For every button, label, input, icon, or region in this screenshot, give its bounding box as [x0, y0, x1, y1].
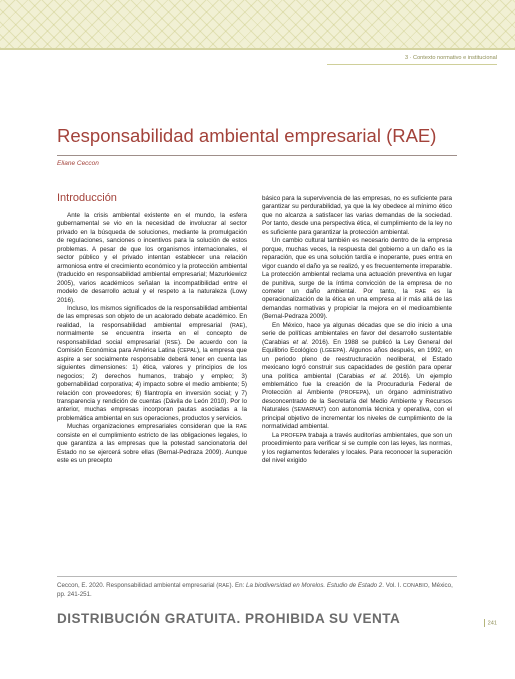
paragraph	[57, 212, 247, 305]
paragraph-text: trabaja a través auditorías ambientales, que son un procedimiento para verificar si se cumple con las leyes, las normas, y los reglamentos federales y locales. Para reconocer la superación del nivel exigido	[262, 431, 452, 465]
paragraph-text: básico para la supervivencia de las empresas, no es suficiente para garantizar su perdurabilidad, ya que la ley obedece al mínimo ético que no alcanza a satisfacer las varias demandas de la sociedad. Por tanto, desde una perspectiva ética, el cumplimiento de la ley no es suficiente para garantizar la protección ambiental.	[262, 195, 452, 236]
right-column	[262, 195, 452, 466]
italic-text: et al.	[369, 372, 388, 380]
left-column	[57, 212, 247, 466]
paragraph-text: ). De acuerdo con la Comisión Económica para América Latina (	[57, 338, 248, 355]
abbreviation: RAE	[218, 583, 230, 589]
paragraph-text: ), normalmente se encuentra inserta en el concepto de responsabilidad social empresarial (	[57, 321, 247, 346]
paragraph-text: ). Algunos años después, en 1992, en un periodo pleno de reestructuración neoliberal, el Estado mexicano logró construir sus capacidades de gestión para operar una política ambiental (Carabias	[262, 347, 452, 380]
section-heading: Introducción	[57, 192, 117, 204]
abbreviation: CONABIO	[402, 583, 429, 589]
paragraph	[57, 423, 247, 465]
paragraph-text: ), un órgano administrativo desconcentrado de la Secretaría del Medio Ambiente y Recursos Naturales (	[262, 389, 452, 414]
paragraph-text: ), la empresa que aspire a ser socialmente responsable deberá tener en cuenta las siguientes dimensiones: 1) ética, valores y principios de los negocios; 2) derechos humanos, trabajo y empleo; 3) gobernabilidad corporativa; 4) impacto sobre el medio ambiente; 5) relación con proveedores; 6) filantropía en inversión social; y 7) transparencia y rendición de cuentas (Dávila de León 2010). Por lo anterior, muchas empresas incorporan pautas asociadas a la problemática ambiental en sus operaciones, productos y servicios.	[57, 347, 247, 422]
paragraph	[57, 305, 247, 423]
author-name: Eliane Ceccon	[57, 160, 99, 167]
paragraph-text: Un cambio cultural también es necesario dentro de la empresa porque, muchas veces, la respuesta del gobierno a un daño es la reparación, que es una solución tardía e inoperante, pues entra en vigor cuando el daño ya se realizó, y es frecuentemente irreparable. La protección ambiental reclama una actuación preventiva en lugar de punitiva, surge de la íntima convicción de la empresa de no cometer un daño ambiental. Por tanto, la	[262, 237, 452, 295]
citation	[57, 582, 459, 599]
page-number-bar	[484, 619, 485, 627]
page-number	[484, 619, 497, 627]
paragraph	[262, 237, 452, 322]
running-header-rule	[327, 64, 497, 65]
paragraph	[262, 432, 452, 466]
paragraph-text: Muchas organizaciones empresariales consideran que la	[67, 423, 236, 431]
abbreviation: RSE	[166, 339, 178, 346]
abbreviation: CEPAL	[179, 348, 197, 355]
citation-text: . Vol. I.	[382, 582, 403, 589]
paragraph-text: La	[272, 431, 281, 439]
article-title	[57, 125, 436, 147]
decorative-header-band	[0, 0, 515, 48]
citation-divider	[57, 576, 457, 577]
article-title-text: Responsabilidad ambiental empresarial (RAE)	[57, 125, 437, 146]
paragraph-text: Incluso, los mismos significados de la responsabilidad ambiental de las empresas son objeto de un acalorado debate académico. En realidad, la responsabilidad ambiental empresarial (	[57, 304, 247, 329]
abbreviation: PROFEPA	[280, 432, 307, 439]
paragraph-text: 2016). Un ejemplo emblemático fue la creación de la Procuraduría Federal de Protección al Ambiente (	[262, 372, 452, 397]
running-header: 3 · Contexto normativo e institucional	[404, 55, 497, 61]
distribution-banner: DISTRIBUCIÓN GRATUITA. PROHIBIDA SU VENTA	[57, 611, 401, 626]
paragraph-text: Ante la crisis ambiental existente en el mundo, la esfera gubernamental se vio en la necesidad de involucrar al sector privado en la búsqueda de soluciones, mediante la promulgación de regulaciones, sanciones o incentivos para la solución de estos problemas. A pesar de que los organismos internacionales, el sector público y el privado intentan establecer una relación armoniosa entre el crecimiento económico y la protección ambiental (traducido en responsabilidad ambiental empresarial; Mazurkiewicz 2005), varios académicos señalan la incompatibilidad entre el modelo de desarrollo actual y el respeto a la naturaleza (Lowy 2016).	[57, 212, 247, 304]
citation-book-title: La biodiversidad en Morelos. Estudio de Estado 2	[246, 582, 383, 589]
paragraph-text: es la operacionalización de la ética en una empresa al ir más allá de las demandas normativas y propiciar la mejora en el medioambiente (Bernal-Pedraza 2009).	[262, 287, 452, 321]
page-number-text: 241	[487, 620, 497, 627]
citation-text: , México, pp. 241-251.	[57, 582, 453, 598]
paragraph-text: consiste en el cumplimiento estricto de las obligaciones legales, lo que garantiza a las empresas que la potestad sancionatoria del Estado no se ejercerá sobre ellas (Bernal-Pedraza 2009). Aunque este es un precepto	[57, 431, 247, 465]
abbreviation: PROFEPA	[341, 390, 367, 397]
paragraph	[262, 322, 452, 432]
title-divider	[57, 155, 457, 156]
abbreviation: RAE	[231, 322, 244, 329]
citation-text: ). En:	[229, 582, 247, 589]
paragraph	[262, 195, 452, 237]
italic-text: et al.	[292, 338, 309, 346]
abbreviation: LGEEPA	[321, 348, 344, 355]
paragraph-text: 2016). En 1988 se publicó la Ley General del Equilibrio Ecológico (	[262, 338, 453, 355]
header-divider	[0, 48, 515, 50]
paragraph-text: ) con autonomía técnica y operativa, con el principal objetivo de incrementar los niveles de cumplimiento de la normatividad ambiental.	[262, 406, 453, 431]
abbreviation: RAE	[235, 424, 247, 431]
paragraph-text: En México, hace ya algunas décadas que se dio inicio a una serie de políticas ambientales en favor del desarrollo sustentable (Carabias	[262, 321, 452, 346]
abbreviation: SEMARNAT	[293, 407, 324, 414]
abbreviation: RAE	[415, 288, 427, 295]
citation-text: Ceccon, E. 2020. Responsabilidad ambiental empresarial (	[57, 582, 219, 589]
